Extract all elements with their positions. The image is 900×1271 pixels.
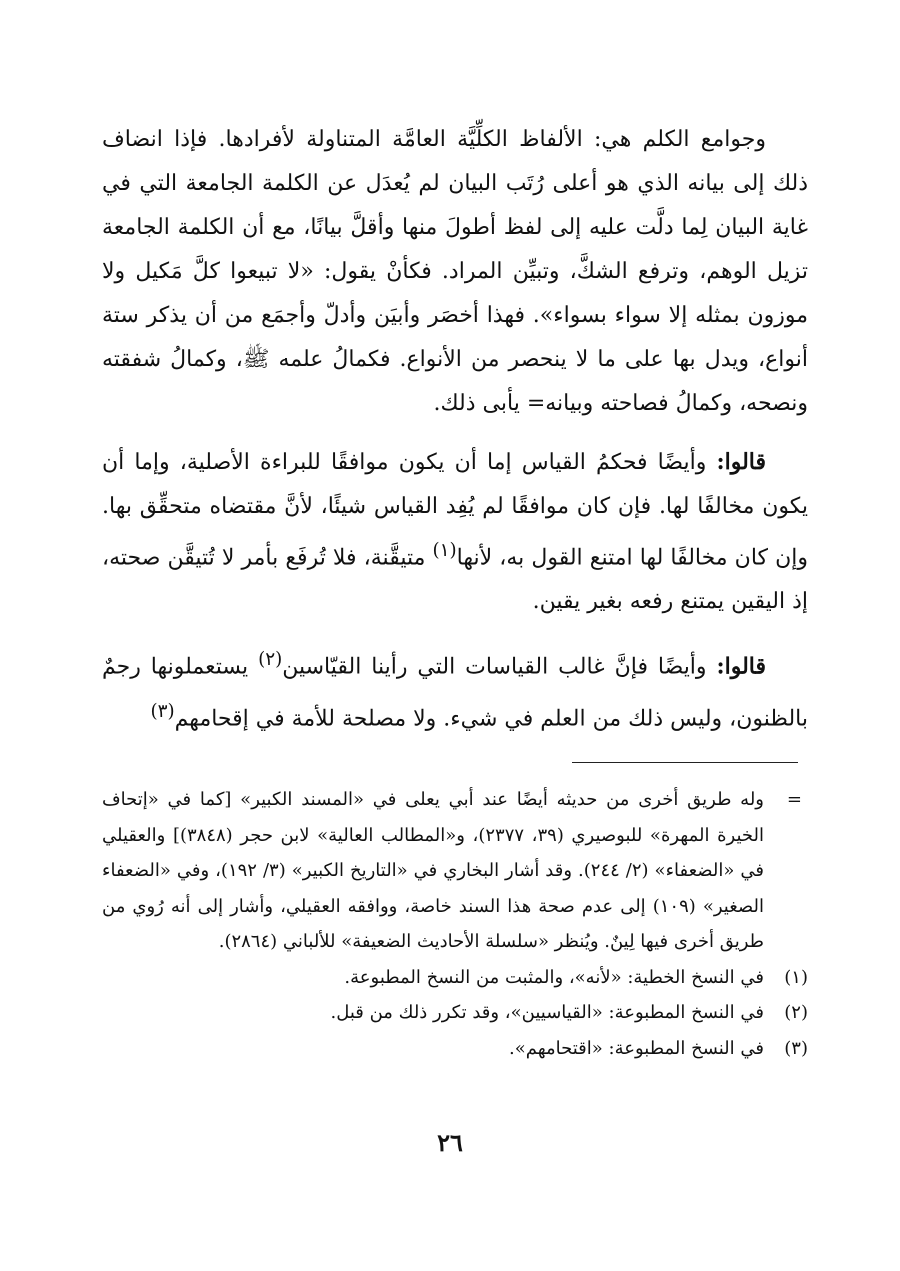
footnote-1 (102, 960, 808, 996)
paragraph-3 (102, 638, 808, 741)
footnote-2-number: (٢) (784, 1002, 808, 1023)
footnote-2 (102, 995, 808, 1031)
paragraph-2-text-b: متيقَّنة، فلا تُرفَع بأمر لا تُتيقَّن صحته، إذ اليقين يمتنع رفعه بغير يقين. (102, 545, 808, 615)
footnote-ref-1[interactable]: (١) (432, 540, 457, 561)
footnote-2-text: في النسخ المطبوعة: «القياسيين»، وقد تكرر ذلك من قبل. (330, 1002, 764, 1023)
main-text (102, 118, 808, 755)
continuation-mark: = (786, 789, 802, 810)
paragraph-2 (102, 440, 808, 624)
footnote-3-text: في النسخ المطبوعة: «اقتحامهم». (508, 1037, 764, 1059)
footnote-1-number: (١) (784, 966, 808, 988)
footnote-3-number: (٣) (784, 1037, 808, 1059)
footnote-continuation (102, 782, 808, 960)
paragraph-3-lead: قالوا: (716, 653, 767, 680)
paragraph-2-text-a: وأيضًا فحكمُ القياس إما أن يكون موافقًا للبراءة الأصلية، وإما أن يكون مخالفًا لها. فإن كان موافقًا لم يُفِد القياس شيئًا، لأنَّ مقتضاه متحقِّق بها. وإن كان مخالفًا لها امتنع القول به، لأنها (102, 450, 808, 571)
paragraph-1-text: وجوامع الكلم هي: الألفاظ الكلِّيَّة العامَّة المتناولة لأفرادها. فإذا انضاف ذلك إلى بيانه الذي هو أعلى رُتَب البيان لم يُعدَل عن الكلمة الجامعة التي في غاية البيان لِما دلَّت عليه إلى لفظ أطولَ منها وأقلَّ بيانًا، مع أن الكلمة الجامعة تزيل الوهم، وترفع الشكَّ، وتبيِّن المراد. فكأنْ يقول: «لا تبيعوا كلَّ مَكيل ولا موزون بمثله إلا سواء بسواء». فهذا أخصَر وأبيَن وأدلّ وأجمَع من أن يذكر ستة أنواع، ويدل بها على ما لا ينحصر من الأنواع. فكمالُ علمه ﷺ، وكمالُ شفقته ونصحه، وكمالُ فصاحته وبيانه= يأبى ذلك. (102, 127, 808, 416)
page-number: ٢٦ (437, 1128, 463, 1157)
footnote-1-text: في النسخ الخطية: «لأنه»، والمثبت من النسخ المطبوعة. (344, 966, 764, 988)
footnote-3 (102, 1031, 808, 1067)
paragraph-3-text-a: وأيضًا فإنَّ غالب القياسات التي رأينا القيّاسين (282, 654, 717, 680)
footnote-continuation-text: وله طريق أخرى من حديثه أيضًا عند أبي يعلى في «المسند الكبير» [كما في «إتحاف الخيرة المهرة» للبوصيري (٣٩، ٢٣٧٧)، و«المطالب العالية» لابن حجر (٣٨٤٨)] والعقيلي في «الضعفاء» (٢/ ٢٤٤). وقد أشار البخاري في «التاريخ الكبير» (٣/ ١٩٢)، وفي «الضعفاء الصغير» (١٠٩) إلى عدم صحة هذا السند خاصة، ووافقه العقيلي، وأشار إلى أنه رُوي من طريق أخرى فيها لِينٌ. ويُنظر «سلسلة الأحاديث الضعيفة» للألباني (٢٨٦٤). (102, 789, 765, 952)
footnote-separator (572, 762, 798, 763)
footnote-ref-3[interactable]: (٣) (150, 700, 175, 722)
footnote-ref-2[interactable]: (٢) (258, 649, 283, 671)
paragraph-1 (102, 118, 808, 426)
paragraph-3-text-b: يستعملونها رجمٌ بالظنون، وليس ذلك من العلم في شيء. ولا مصلحة للأمة في إقحامهم (102, 654, 808, 731)
footnotes-section (102, 782, 808, 1066)
paragraph-2-lead: قالوا: (716, 449, 766, 475)
